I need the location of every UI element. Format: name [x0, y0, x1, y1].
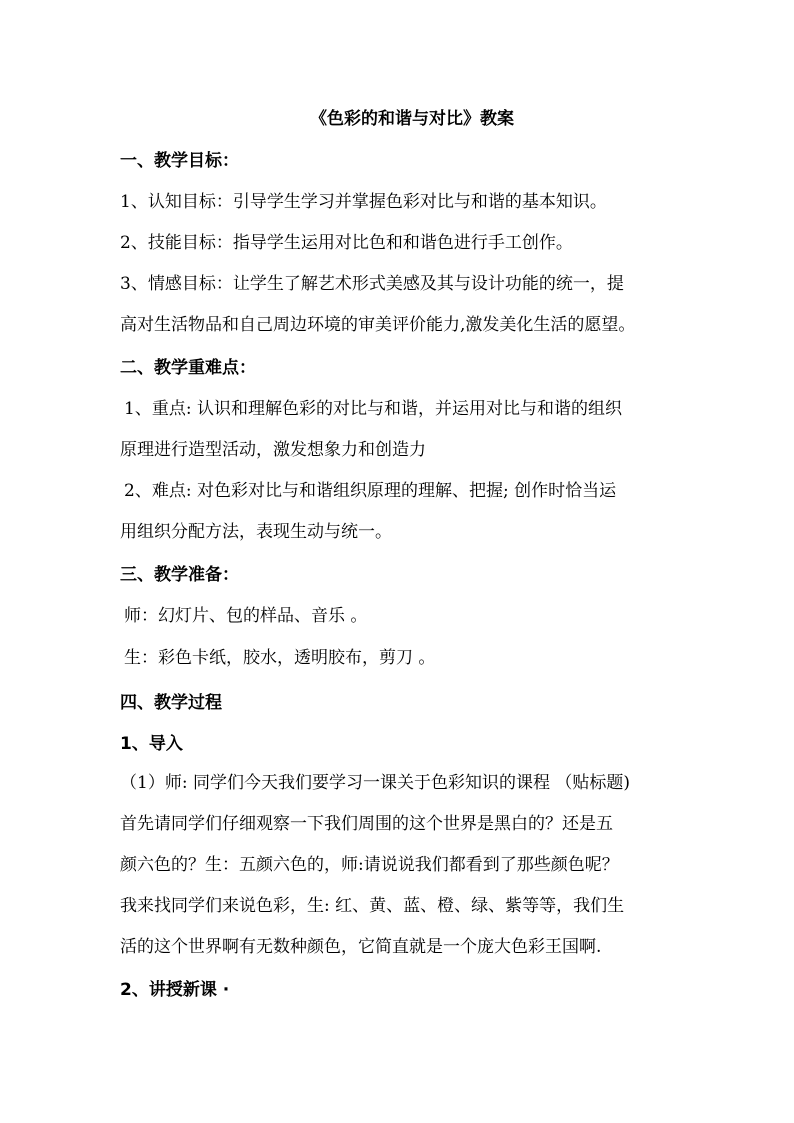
- paragraph-line: 2、难点: 对色彩对比与和谐组织原理的理解、把握; 创作时恰当运: [124, 481, 617, 501]
- document-title: 《色彩的和谐与对比》教案: [310, 109, 514, 129]
- subsection-heading-new-lesson: 2、讲授新课 ·: [120, 980, 230, 1000]
- paragraph-line: 高对生活物品和自己周边环境的审美评价能力,激发美化生活的愿望。: [120, 315, 636, 335]
- subsection-heading-intro: 1、导入: [120, 734, 183, 754]
- section-heading-process: 四、教学过程: [120, 693, 222, 713]
- paragraph-line: 我来找同学们来说色彩，生: 红、黄、蓝、橙、绿、紫等等，我们生: [120, 896, 625, 916]
- paragraph-line: 1、重点: 认识和理解色彩的对比与和谐，并运用对比与和谐的组织: [124, 399, 622, 419]
- paragraph-line: 生：彩色卡纸，胶水，透明胶布，剪刀 。: [124, 648, 436, 668]
- section-heading-key-points: 二、教学重难点：: [120, 358, 256, 378]
- section-heading-objectives: 一、教学目标：: [120, 151, 239, 171]
- paragraph-line: 原理进行造型活动，激发想象力和创造力: [120, 440, 426, 460]
- section-heading-preparation: 三、教学准备：: [120, 565, 239, 585]
- paragraph-line: （1）师: 同学们今天我们要学习一课关于色彩知识的课程 （贴标题): [120, 773, 630, 793]
- paragraph-line: 3、情感目标：让学生了解艺术形式美感及其与设计功能的统一，提: [120, 274, 624, 294]
- paragraph-line: 师：幻灯片、包的样品、音乐 。: [124, 606, 368, 626]
- paragraph-line: 2、技能目标：指导学生运用对比色和和谐色进行手工创作。: [120, 233, 573, 253]
- paragraph-line: 活的这个世界啊有无数种颜色，它简直就是一个庞大色彩王国啊.: [120, 937, 602, 957]
- paragraph-line: 颜六色的？生：五颜六色的，师:请说说我们都看到了那些颜色呢？: [120, 855, 619, 875]
- paragraph-line: 首先请同学们仔细观察一下我们周围的这个世界是黑白的？还是五: [120, 814, 613, 834]
- paragraph-line: 1、认知目标：引导学生学习并掌握色彩对比与和谐的基本知识。: [120, 192, 607, 212]
- paragraph-line: 用组织分配方法，表现生动与统一。: [120, 522, 392, 542]
